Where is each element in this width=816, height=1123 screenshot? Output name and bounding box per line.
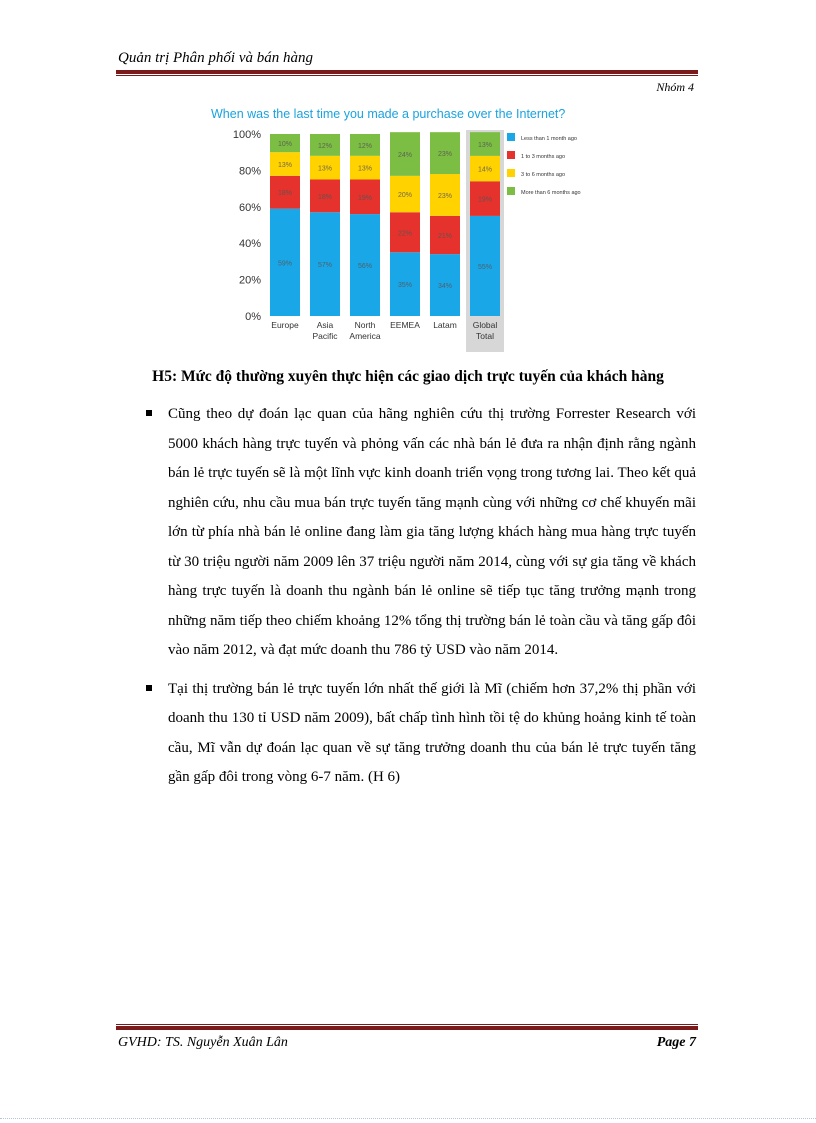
y-tick-label: 80% bbox=[238, 165, 261, 178]
header-title: Quản trị Phân phối và bán hàng bbox=[118, 50, 313, 66]
bullet-icon bbox=[146, 410, 152, 416]
legend-label: Less than 1 month ago bbox=[521, 136, 577, 142]
x-category-label: Asia bbox=[316, 320, 334, 330]
stacked-bar-chart bbox=[205, 104, 605, 352]
footer-instructor: GVHD: TS. Nguyễn Xuân Lân bbox=[118, 1035, 288, 1050]
paragraph-2-text: Tại thị trường bán lẻ trực tuyến lớn nhất thế giới là Mĩ (chiếm hơn 37,2% thị phần với doanh thu 130 tỉ USD năm 2009), bất chấp tình hình tồi tệ do khủng hoảng kinh tế toàn cầu, Mĩ vẫn dự đoán lạc quan về sự tăng trưởng doanh thu của bán lẻ trực tuyến tăng gần gấp đôi trong vòng 6-7 năm. (H 6) bbox=[168, 680, 696, 785]
paragraph-1-text: Cũng theo dự đoán lạc quan của hãng nghiên cứu thị trường Forrester Research với 5000 khách hàng trực tuyến và phỏng vấn các nhà bán lẻ đưa ra nhận định rằng ngành bán lẻ trực tuyến sẽ là một lĩnh vực kinh doanh triển vọng trong tương lai. Theo kết quả nghiên cứu, nhu cầu mua bán trực tuyến tăng mạnh cùng với những cơ chế khuyến mãi lớn từ phía nhà bán lẻ online đang làm gia tăng lượng khách hàng mua hàng trực tuyến từ 30 triệu người năm 2009 lên 37 triệu người năm 2014, cùng với sự gia tăng về khách hàng trực tuyến là doanh thu ngành bán lẻ online sẽ tiếp tục tăng trưởng mạnh trong những năm tiếp theo chiếm khoảng 12% tổng thị trường bán lẻ toàn cầu và tăng gấp đôi vào năm 2012, và đạt mức doanh thu 786 tỷ USD vào năm 2014. bbox=[168, 406, 696, 658]
data-label: 10% bbox=[277, 141, 293, 149]
data-label: 23% bbox=[437, 192, 453, 200]
data-label: 18% bbox=[277, 190, 293, 198]
data-label: 34% bbox=[437, 283, 453, 291]
y-tick-label: 20% bbox=[238, 274, 261, 287]
y-tick-label: 100% bbox=[232, 129, 261, 141]
figure-caption: H5: Mức độ thường xuyên thực hiện các giao dịch trực tuyến của khách hàng bbox=[152, 368, 664, 385]
data-label: 13% bbox=[477, 142, 493, 150]
data-label: 12% bbox=[317, 142, 333, 150]
footer-rule bbox=[116, 1024, 698, 1030]
y-tick-label: 60% bbox=[238, 201, 261, 214]
data-label: 55% bbox=[477, 263, 493, 271]
data-label: 24% bbox=[397, 152, 413, 160]
x-category-label: Pacific bbox=[312, 331, 338, 341]
data-label: 22% bbox=[397, 230, 413, 238]
page-edge bbox=[0, 1118, 816, 1119]
data-label: 20% bbox=[397, 192, 413, 200]
data-label: 14% bbox=[477, 166, 493, 174]
legend-label: More than 6 months ago bbox=[521, 190, 581, 196]
data-label: 57% bbox=[317, 262, 333, 270]
chart-title: When was the last time you made a purchase over the Internet? bbox=[211, 107, 566, 121]
data-label: 19% bbox=[477, 196, 493, 204]
legend-label: 3 to 6 months ago bbox=[521, 172, 566, 178]
legend-swatch bbox=[507, 169, 515, 177]
data-label: 12% bbox=[357, 142, 373, 150]
legend-swatch bbox=[507, 133, 515, 141]
paragraph-2 bbox=[146, 675, 696, 793]
data-label: 59% bbox=[277, 260, 293, 268]
x-category-label: North bbox=[354, 320, 376, 330]
data-label: 13% bbox=[357, 165, 373, 173]
legend-swatch bbox=[507, 151, 515, 159]
data-label: 23% bbox=[437, 151, 453, 159]
x-category-label: Latam bbox=[433, 320, 457, 330]
data-label: 13% bbox=[317, 165, 333, 173]
data-label: 19% bbox=[357, 194, 373, 202]
header-rule bbox=[116, 70, 698, 76]
bullet-icon bbox=[146, 685, 152, 691]
footer-page-number: Page 7 bbox=[656, 1035, 696, 1050]
legend-label: 1 to 3 months ago bbox=[521, 154, 566, 160]
y-tick-label: 40% bbox=[238, 238, 261, 251]
x-category-label: Global bbox=[472, 320, 498, 330]
y-tick-label: 0% bbox=[245, 311, 261, 323]
paragraph-1 bbox=[146, 400, 696, 666]
data-label: 18% bbox=[317, 193, 333, 201]
x-category-label: America bbox=[349, 331, 381, 341]
data-label: 13% bbox=[277, 162, 293, 170]
x-category-label: Total bbox=[476, 331, 494, 341]
x-category-label: EEMEA bbox=[390, 320, 420, 330]
body-text bbox=[146, 400, 696, 802]
data-label: 21% bbox=[437, 233, 453, 241]
data-label: 56% bbox=[357, 263, 373, 271]
data-label: 35% bbox=[397, 282, 413, 290]
header-group: Nhóm 4 bbox=[656, 80, 694, 94]
legend-swatch bbox=[507, 187, 515, 195]
x-category-label: Europe bbox=[271, 320, 299, 330]
chart-svg bbox=[205, 104, 605, 352]
